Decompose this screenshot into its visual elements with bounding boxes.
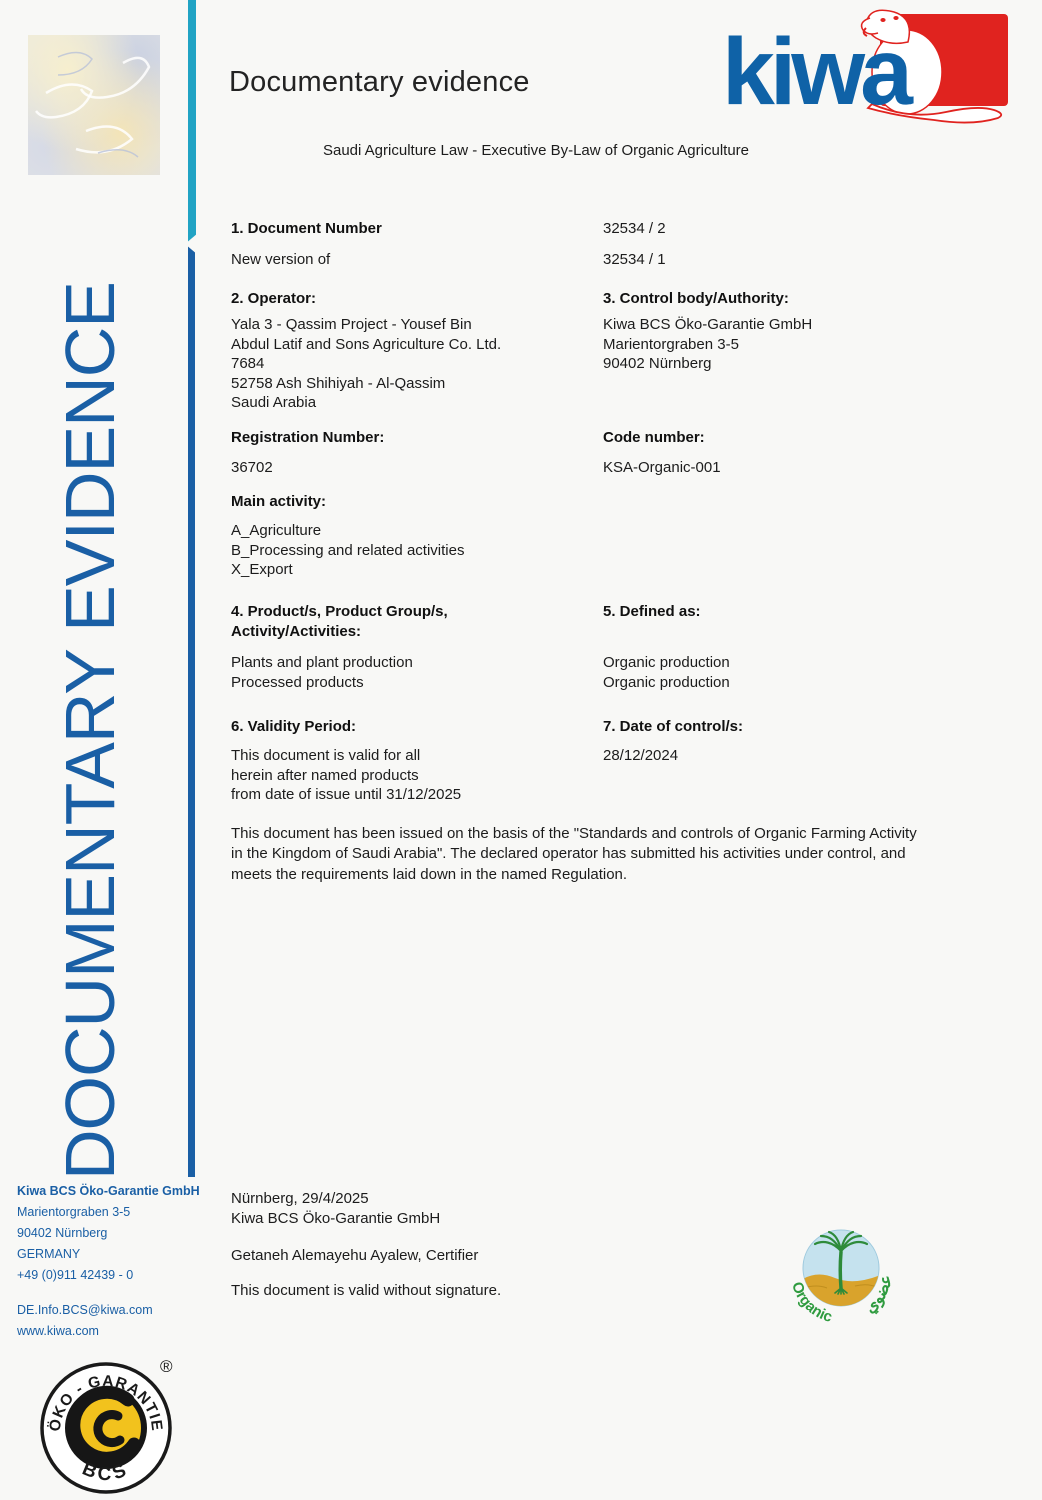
product-item: Processed products bbox=[231, 673, 364, 691]
validity-period-text bbox=[231, 746, 461, 805]
operator-address-line: Abdul Latif and Sons Agriculture Co. Ltd. bbox=[231, 335, 502, 353]
sidebar-contact bbox=[17, 1181, 200, 1342]
signoff-company: Kiwa BCS Öko-Garantie GmbH bbox=[231, 1209, 441, 1227]
main-activity-item: A_Agriculture bbox=[231, 522, 322, 539]
issuance-statement: This document has been issued on the basis of the "Standards and controls of Organic Farming Activity in the Kingdom of Saudi Arabia". The declared operator has submitted his activities under control, and meets the requirements laid down in the named Regulation. bbox=[231, 825, 917, 883]
operator-address-line: 7684 bbox=[231, 355, 265, 372]
registration-number-value: 36702 bbox=[231, 459, 273, 476]
main-activity-label: Main activity: bbox=[231, 493, 327, 510]
new-version-value: 32534 / 1 bbox=[603, 251, 666, 268]
bcs-seal-graphic bbox=[34, 1352, 184, 1500]
page-subtitle: Saudi Agriculture Law - Executive By-Law of Organic Agriculture bbox=[322, 142, 750, 159]
page-title: Documentary evidence bbox=[229, 66, 530, 98]
validity-line: This document is valid for all bbox=[231, 747, 421, 764]
new-version-label: New version of bbox=[231, 251, 331, 268]
validity-line: from date of issue until 31/12/2025 bbox=[231, 786, 462, 803]
registered-trademark-icon: ® bbox=[160, 1357, 173, 1376]
defined-as-label: 5. Defined as: bbox=[603, 603, 701, 620]
vertical-page-title: DOCUMENTARY EVIDENCE bbox=[51, 282, 129, 1180]
signoff-block bbox=[231, 1189, 440, 1228]
certifier-name: Getaneh Alemayehu Ayalew, Certifier bbox=[231, 1247, 479, 1264]
operator-label: 2. Operator: bbox=[231, 290, 317, 307]
operator-address-line: Yala 3 - Qassim Project - Yousef Bin bbox=[231, 316, 472, 333]
operator-address-line: 52758 Ash Shihiyah - Al-Qassim bbox=[231, 374, 446, 392]
decorative-artwork bbox=[28, 35, 160, 175]
vertical-bar-notch bbox=[185, 233, 198, 255]
products-label-line1: 4. Product/s, Product Group/s, bbox=[231, 603, 448, 620]
contact-city: 90402 Nürnberg bbox=[17, 1226, 108, 1240]
bcs-seal-arc-text: ÖKO - GARANTIE bbox=[46, 1372, 166, 1433]
code-number-label: Code number: bbox=[603, 429, 705, 446]
kiwa-wordmark: kiwa bbox=[722, 19, 908, 125]
control-body-address-line: Marientorgraben 3-5 bbox=[603, 335, 739, 353]
main-activity-list bbox=[231, 521, 464, 580]
control-body-label: 3. Control body/Authority: bbox=[603, 290, 789, 307]
defined-as-list bbox=[603, 653, 730, 692]
contact-street: Marientorgraben 3-5 bbox=[17, 1205, 131, 1219]
main-activity-item: X_Export bbox=[231, 561, 293, 578]
document-number-value: 32534 / 2 bbox=[603, 220, 666, 237]
validity-line: herein after named products bbox=[231, 766, 419, 784]
contact-company-name: Kiwa BCS Öko-Garantie GmbH bbox=[17, 1184, 200, 1198]
products-label-line2: Activity/Activities: bbox=[231, 622, 362, 640]
operator-address bbox=[231, 315, 501, 413]
control-body-address-line: 90402 Nürnberg bbox=[603, 355, 712, 372]
code-number-value: KSA-Organic-001 bbox=[603, 459, 721, 476]
organic-seal-graphic bbox=[783, 1228, 895, 1333]
contact-country: GERMANY bbox=[17, 1247, 81, 1261]
product-item: Plants and plant production bbox=[231, 654, 413, 671]
products-label bbox=[231, 602, 448, 641]
organic-seal bbox=[783, 1228, 895, 1338]
bcs-seal bbox=[34, 1352, 184, 1500]
organic-seal-arabic-text: عضوي bbox=[861, 1273, 895, 1317]
date-of-control-label: 7. Date of control/s: bbox=[603, 718, 744, 735]
watermark-swirls-icon bbox=[28, 35, 160, 175]
defined-as-item: Organic production bbox=[603, 673, 730, 691]
date-of-control-value: 28/12/2024 bbox=[603, 747, 679, 764]
contact-phone: +49 (0)911 42439 - 0 bbox=[17, 1268, 134, 1282]
control-body-address bbox=[603, 315, 812, 374]
validity-period-label: 6. Validity Period: bbox=[231, 718, 357, 735]
kiwa-logo-graphic bbox=[720, 8, 1010, 128]
signature-note: This document is valid without signature. bbox=[231, 1282, 502, 1299]
contact-spacer bbox=[17, 1286, 200, 1300]
operator-address-line: Saudi Arabia bbox=[231, 394, 317, 411]
defined-as-item: Organic production bbox=[603, 654, 730, 671]
vertical-bar-blue-segment bbox=[188, 246, 195, 1177]
document-number-label: 1. Document Number bbox=[231, 220, 382, 237]
organic-seal-latin-text: Organic bbox=[788, 1279, 835, 1326]
bcs-seal-bottom-text: BCS bbox=[79, 1458, 133, 1486]
vertical-bar-teal-segment bbox=[188, 0, 196, 246]
signoff-place-date: Nürnberg, 29/4/2025 bbox=[231, 1190, 369, 1207]
registration-number-label: Registration Number: bbox=[231, 429, 385, 446]
control-body-address-line: Kiwa BCS Öko-Garantie GmbH bbox=[603, 316, 813, 333]
contact-email: DE.Info.BCS@kiwa.com bbox=[17, 1303, 153, 1317]
products-list bbox=[231, 653, 413, 692]
kiwa-logo bbox=[720, 8, 1010, 133]
main-activity-item: B_Processing and related activities bbox=[231, 541, 465, 559]
contact-website: www.kiwa.com bbox=[17, 1324, 99, 1338]
